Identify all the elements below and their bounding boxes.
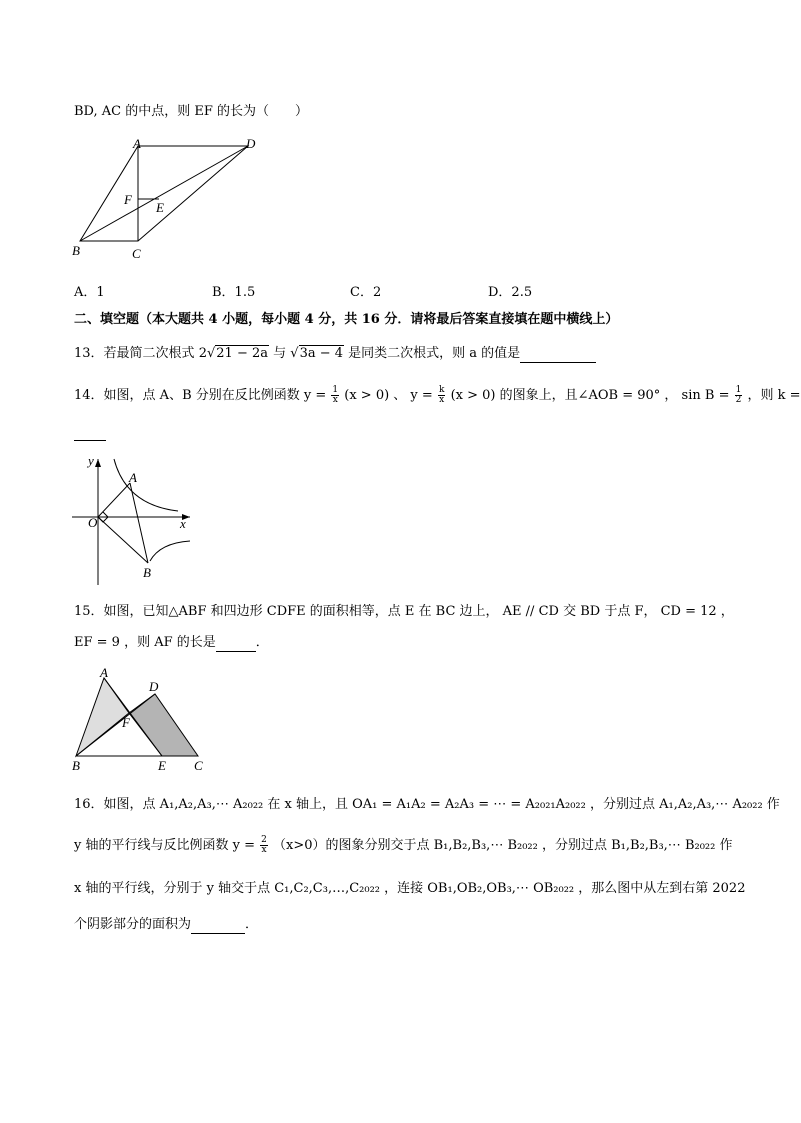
q12-choice-b[interactable]: B．1.5 bbox=[212, 285, 256, 300]
q15-label-e: E bbox=[158, 758, 166, 773]
q14-label-o: O bbox=[88, 515, 98, 530]
q15-label-d: D bbox=[149, 679, 159, 694]
q15-text-1: 15．如图，已知△ABF 和四边形 CDFE 的面积相等，点 E 在 BC 边上， AE // CD 交 BD 于点 F， CD = 12 ， bbox=[74, 604, 734, 619]
radical-icon: √ bbox=[206, 346, 216, 361]
section-heading: 二、填空题（本大题共 4 小题，每小题 4 分，共 16 分．请将最后答案直接填在题中横线上） bbox=[74, 312, 619, 327]
q15-text-2: EF = 9 ，则 AF 的长是 ． bbox=[74, 635, 269, 650]
q15-label-c: C bbox=[194, 758, 203, 773]
q12-choice-d[interactable]: D．2.5 bbox=[488, 285, 533, 300]
q15-label-f: F bbox=[122, 715, 130, 730]
q14-text: 14．如图，点 A、B 分别在反比例函数 y = $\frac{1}{x}$ (x > 0) 、 y = $\frac{k}{x}$ (x > 0) 的图象上，且∠AOB = 90° ， sin B = $\frac{1}{2}$ ，则 k = bbox=[74, 385, 801, 405]
q16-text-4: 个阴影部分的面积为 ． bbox=[74, 917, 259, 932]
q16-text-3: x 轴的平行线，分别于 y 轴交于点 C₁,C₂,C₃,…,C₂₀₂₂ ，连接 OB₁,OB₂,OB₃,⋯ OB₂₀₂₂ ，那么图中从左到右第 2022 bbox=[74, 881, 746, 896]
radical-icon: √ bbox=[290, 346, 299, 361]
q15-answer-blank[interactable] bbox=[216, 637, 256, 652]
q16-answer-blank[interactable] bbox=[191, 919, 245, 934]
q14-label-b: B bbox=[143, 565, 151, 580]
q12-figure bbox=[70, 136, 270, 266]
q12-label-a: A bbox=[133, 136, 141, 151]
q12-label-f: F bbox=[124, 192, 132, 207]
q15-label-a: A bbox=[100, 665, 108, 680]
q16-text-2: y 轴的平行线与反比例函数 y = $\frac{2}{x}$ （x>0）的图象分别交于点 B₁,B₂,B₃,⋯ B₂₀₂₂ ，分别过点 B₁,B₂,B₃,⋯ B₂₀₂₂ 作 bbox=[74, 835, 733, 855]
q12-choice-c[interactable]: C．2 bbox=[350, 285, 382, 300]
fraction: $\frac{1}{2}$ bbox=[735, 385, 742, 405]
q12-choice-a[interactable]: A．1 bbox=[74, 285, 105, 300]
q16-text-1: 16．如图，点 A₁,A₂,A₃,⋯ A₂₀₂₂ 在 x 轴上，且 OA₁ = A₁A₂ = A₂A₃ = ⋯ = A₂₀₂₁A₂₀₂₂ ，分别过点 A₁,A₂,A₃,⋯ A₂₀₂₂ 作 bbox=[74, 797, 780, 812]
q12-label-d: D bbox=[246, 136, 256, 151]
q14-figure bbox=[68, 455, 198, 585]
q14-label-x: x bbox=[180, 516, 186, 531]
fraction: $\frac{1}{x}$ bbox=[332, 385, 339, 405]
q12-stem: BD, AC 的中点，则 EF 的长为（ ） bbox=[74, 104, 309, 119]
q14-label-a: A bbox=[129, 470, 137, 485]
q12-label-b: B bbox=[72, 243, 80, 258]
q14-label-y: y bbox=[88, 453, 94, 468]
fraction: $\frac{2}{x}$ bbox=[261, 835, 267, 855]
q13-text: 13．若最简二次根式 2√21 − 2a 与 √3a − 4 是同类二次根式，则 a 的值是 bbox=[74, 345, 596, 363]
q14-answer-blank[interactable] bbox=[74, 426, 106, 441]
q15-label-b: B bbox=[72, 758, 80, 773]
q15-figure bbox=[70, 665, 220, 775]
fraction: $\frac{k}{x}$ bbox=[438, 385, 445, 405]
q12-label-c: C bbox=[132, 246, 141, 261]
q12-label-e: E bbox=[156, 200, 164, 215]
q13-answer-blank[interactable] bbox=[520, 348, 596, 363]
